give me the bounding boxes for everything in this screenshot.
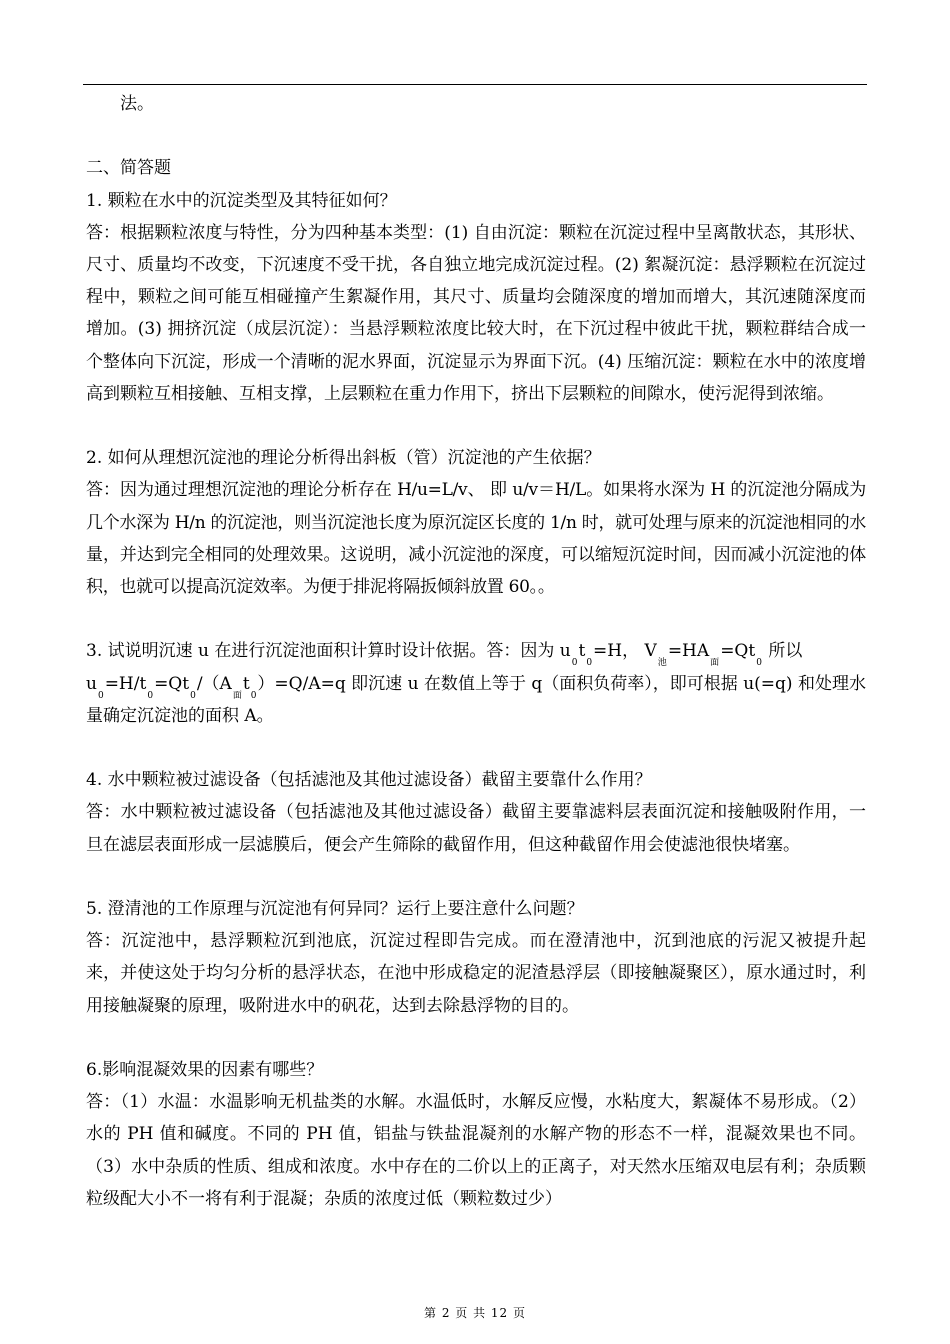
answer-6: 答：（1）水温：水温影响无机盐类的水解。水温低时，水解反应慢，水粘度大，絮凝体不易形成。（2）水的 PH 值和碱度。不同的 PH 值，铝盐与铁盐混凝剂的水解产物的形态不一样，混凝效果也不同。（3）水中杂质的性质、组成和浓度。水中存在的二价以上的正离子，对天然水压缩双电层有利；杂质颗粒级配大小不一将有利于混凝；杂质的浓度过低（颗粒数过少）	[86, 1092, 866, 1209]
spacer	[86, 120, 866, 152]
q3-sub: 0	[250, 690, 257, 701]
q3-mid: 所以	[762, 641, 803, 662]
question-6: 6.影响混凝效果的因素有哪些？	[86, 1060, 324, 1080]
q3-sub: 面	[232, 690, 242, 701]
q3-line2b: =H/t	[104, 673, 147, 694]
answer-5: 答：沉淀池中，悬浮颗粒沉到池底，沉淀过程即告完成。而在澄清池中，沉到池底的污泥又被提升起来，并使这处于均匀分析的悬浮状态，在池中形成稳定的泥渣悬浮层（即接触凝聚区），原水通过时，利用接触凝聚的原理，吸附进水中的矾花，达到去除悬浮物的目的。	[86, 931, 866, 1016]
q3-line2d: /（A	[196, 673, 232, 694]
q3-line2c: =Qt	[154, 673, 190, 694]
spacer	[86, 861, 866, 893]
q3-eq2: =HA	[667, 641, 710, 662]
q3-sub: 面	[710, 658, 720, 669]
question-1: 1. 颗粒在水中的沉淀类型及其特征如何？	[86, 190, 397, 211]
q3-sub: 0	[147, 690, 154, 701]
question-3	[86, 635, 866, 732]
answer-1: 答：根据颗粒浓度与特性，分为四种基本类型：(1) 自由沉淀：颗粒在沉淀过程中呈离散状态，其形状、尺寸、质量均不改变，下沉速度不受干扰，各自独立地完成沉淀过程。(2) 絮凝沉淀：悬浮颗粒在沉淀过程中，颗粒之间可能互相碰撞产生絮凝作用，其尺寸、质量均会随深度的增加而增大，其沉速随深度而增加。(3) 拥挤沉淀（成层沉淀）：当悬浮颗粒浓度比较大时，在下沉过程中彼此干扰，颗粒群结合成一个整体向下沉淀，形成一个清晰的泥水界面，沉淀显示为界面下沉。(4) 压缩沉淀：颗粒在水中的浓度增高到颗粒互相接触、互相支撑，上层颗粒在重力作用下，挤出下层颗粒的间隙水，使污泥得到浓缩。	[86, 222, 866, 404]
spacer	[86, 732, 866, 764]
spacer	[86, 603, 866, 635]
q3-sub: 0	[97, 690, 104, 701]
q3-line2f: ）=Q/A=q 即沉速 u 在数值上等于 q（面积负荷率），即可根据 u(=q) 和处理水量确定沉淀池的面积 A。	[86, 673, 866, 726]
spacer	[86, 410, 866, 442]
q3-eq1: t	[578, 641, 586, 662]
question-2: 2. 如何从理想沉淀池的理论分析得出斜板（管）沉淀池的产生依据？	[86, 448, 601, 469]
q3-sub: 0	[586, 658, 593, 669]
q3-line2a: u	[86, 673, 97, 694]
continuation-text: 法。	[120, 94, 154, 114]
q3-sub: 池	[657, 658, 667, 669]
header-rule	[83, 84, 867, 85]
page-body	[86, 88, 866, 1215]
q3-lead: 3. 试说明沉速 u 在进行沉淀池面积计算时设计依据。答：因为 u	[86, 641, 571, 662]
q3-eq1b: =H， V	[593, 641, 657, 662]
q3-sub: 0	[190, 690, 196, 701]
spacer	[86, 1022, 866, 1054]
q3-eq3: =Qt	[720, 641, 756, 662]
q3-sub: 0	[571, 658, 578, 669]
question-5: 5. 澄清池的工作原理与沉淀池有何异同？运行上要注意什么问题？	[86, 899, 584, 919]
answer-2: 答：因为通过理想沉淀池的理论分析存在 H/u=L/v、 即 u/v＝H/L。如果将水深为 H 的沉淀池分隔成为几个水深为 H/n 的沉淀池，则当沉淀池长度为原沉淀区长度的 1/n 时，就可处理与原来的沉淀池相同的水量，并达到完全相同的处理效果。这说明，减小沉淀池的深度，可以缩短沉淀时间，因而减小沉淀池的体积，也就可以提高沉淀效率。为便于排泥将隔扳倾斜放置 60。。	[86, 480, 866, 598]
answer-4: 答：水中颗粒被过滤设备（包括滤池及其他过滤设备）截留主要靠滤料层表面沉淀和接触吸附作用，一旦在滤层表面形成一层滤膜后，便会产生筛除的截留作用，但这种截留作用会使滤池很快堵塞。	[86, 802, 866, 855]
section-title: 二、简答题	[86, 158, 171, 179]
question-4: 4. 水中颗粒被过滤设备（包括滤池及其他过滤设备）截留主要靠什么作用？	[86, 770, 652, 791]
q3-line2e: t	[242, 673, 250, 694]
q3-sub: 0	[756, 658, 762, 669]
page-footer: 第 2 页 共 12 页	[424, 1306, 526, 1320]
